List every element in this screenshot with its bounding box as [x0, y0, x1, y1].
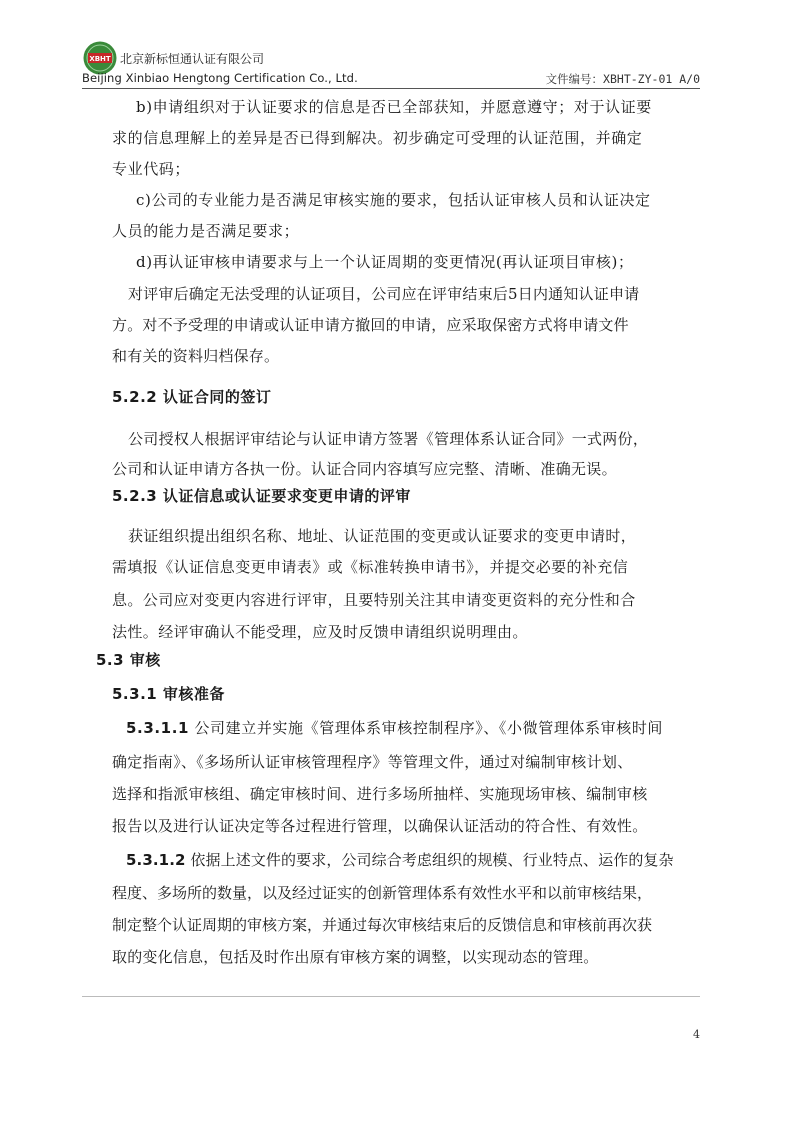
paragraph-line: 法性。经评审确认不能受理，应及时反馈申请组织说明理由。 — [112, 623, 528, 641]
page-header — [82, 40, 700, 88]
section-heading-5-3-1: 5.3.1 审核准备 — [112, 685, 225, 703]
paragraph-line: 求的信息理解上的差异是否已得到解决。初步确定可受理的认证范围，并确定 — [112, 129, 643, 147]
section-heading-5-2-2: 5.2.2 认证合同的签订 — [112, 388, 272, 406]
paragraph-line: c)公司的专业能力是否满足审核实施的要求，包括认证审核人员和认证决定 — [136, 191, 651, 209]
header-divider — [82, 88, 700, 89]
clause-number: 5.3.1.1 — [126, 719, 190, 737]
clause-number: 5.3.1.2 — [126, 851, 186, 869]
company-name-en: Beijing Xinbiao Hengtong Certification Co., Ltd. — [82, 71, 358, 85]
paragraph-line: 人员的能力是否满足要求； — [112, 222, 300, 240]
paragraph-first-line: 5.3.1.1 公司建立并实施《管理体系审核控制程序》、《小微管理体系审核时间 — [126, 719, 664, 737]
paragraph-line: 方。对不予受理的申请或认证申请方撤回的申请，应采取保密方式将申请文件 — [112, 316, 629, 334]
paragraph-line: 息。公司应对变更内容进行评审，且要特别关注其申请变更资料的充分性和合 — [112, 591, 636, 609]
logo-text: XBHT — [89, 55, 111, 63]
paragraph-line: 获证组织提出组织名称、地址、认证范围的变更或认证要求的变更申请时， — [128, 527, 637, 545]
paragraph-line: 报告以及进行认证决定等各过程进行管理，以确保认证活动的符合性、有效性。 — [112, 817, 648, 835]
document-number: 文件编号：XBHT-ZY-01 A/0 — [545, 72, 700, 86]
footer-divider — [82, 996, 700, 997]
page-number: 4 — [693, 1028, 700, 1041]
paragraph-line: 公司和认证申请方各执一份。认证合同内容填写应完整、清晰、准确无误。 — [112, 460, 617, 478]
paragraph-line: 制定整个认证周期的审核方案，并通过每次审核结束后的反馈信息和审核前再次获 — [112, 916, 653, 934]
paragraph-first-line: 5.3.1.2 依据上述文件的要求，公司综合考虑组织的规模、行业特点、运作的复杂 — [126, 851, 674, 869]
section-heading-5-3: 5.3 审核 — [96, 651, 161, 669]
paragraph-line: 需填报《认证信息变更申请表》或《标准转换申请书》，并提交必要的补充信 — [112, 558, 629, 576]
paragraph-line: 程度、多场所的数量，以及经过证实的创新管理体系有效性水平和以前审核结果， — [112, 884, 653, 902]
paragraph-line: 公司授权人根据评审结论与认证申请方签署《管理体系认证合同》一式两份， — [128, 430, 649, 448]
paragraph-line: 对评审后确定无法受理的认证项目，公司应在评审结束后5日内通知认证申请 — [128, 285, 640, 303]
paragraph-line: b)申请组织对于认证要求的信息是否已全部获知，并愿意遵守；对于认证要 — [136, 98, 652, 116]
paragraph-line: 取的变化信息，包括及时作出原有审核方案的调整，以实现动态的管理。 — [112, 948, 599, 966]
paragraph-line: d)再认证审核申请要求与上一个认证周期的变更情况(再认证项目审核)； — [136, 253, 634, 271]
paragraph-line: 确定指南》、《多场所认证审核管理程序》等管理文件，通过对编制审核计划、 — [112, 753, 633, 771]
section-heading-5-2-3: 5.2.3 认证信息或认证要求变更申请的评审 — [112, 487, 411, 505]
paragraph-line: 选择和指派审核组、确定审核时间、进行多场所抽样、实施现场审核、编制审核 — [112, 785, 648, 803]
paragraph-line: 专业代码； — [112, 160, 191, 178]
company-name-cn: 北京新标恒通认证有限公司 — [120, 52, 265, 66]
paragraph-line: 和有关的资料归档保存。 — [112, 347, 280, 365]
